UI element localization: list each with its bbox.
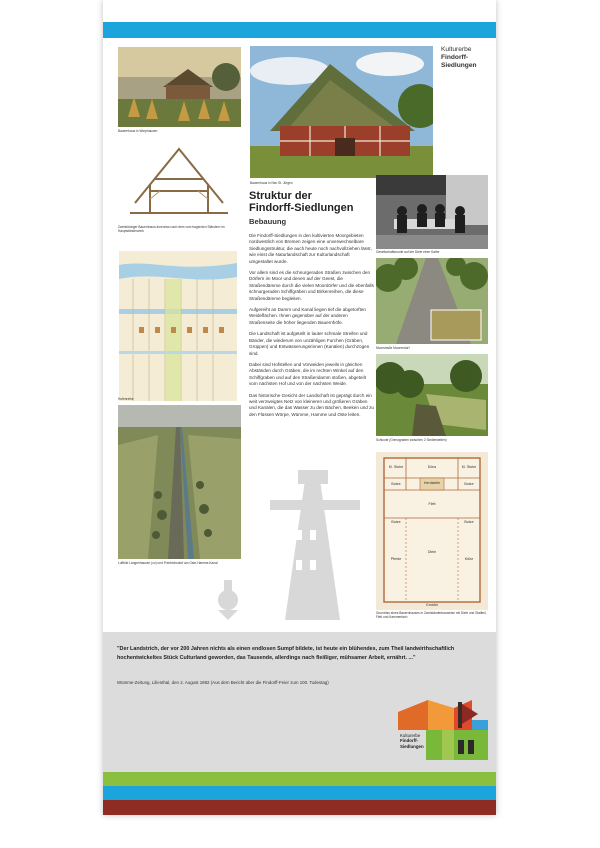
room-diele: Diele — [427, 550, 437, 554]
aerial-photo — [118, 405, 241, 559]
paragraph-2: Vor allem sind es die schnurgeraden Straßen zwischen den Dörfern im Moor und denen auf der Geest, die Straßendämme durch die vielen Moordörfer und die ebenfalls schnurgeraden Schiffgräben und Birkenreihen, die diese Straßendämme begleiten. — [249, 270, 374, 301]
timber-frame-drawing — [120, 143, 238, 223]
room-grotdoer: Grotdör — [425, 603, 439, 607]
paragraph-6: Das historische Gesicht der Landschaft ist geprägt durch ein weit verzweigtes Netz von kleineren und größeren Gräben und Kanälen, die das Wasser zu den Bächen, Beeken und zu den Flüssen Wörpe, Wümme, Hamme und Oste leiten. — [249, 392, 374, 417]
farmhouse-neu-st-juergen-photo — [250, 46, 433, 178]
bottom-red-band — [103, 800, 496, 815]
room-kuehe: Kühe — [464, 557, 474, 561]
footer-logo-line1: Kulturerbe — [400, 733, 421, 738]
footer-logo-text — [400, 733, 424, 749]
room-butze-4: Butze — [464, 520, 474, 524]
caption-6: Moorstraße Moorendorf — [376, 346, 410, 350]
bottom-green-band — [103, 772, 496, 786]
title-line-1: Struktur der — [249, 190, 312, 202]
top-color-band — [103, 22, 496, 38]
caption-9: Grundriss eines Bauernhauses in Zweiständerbauweise mit Diele und Stallteil, Flett und Kammerfach — [376, 611, 487, 619]
footer-logo-line3: Siedlungen — [400, 743, 424, 749]
room-flett: Flett — [428, 502, 436, 506]
farmhouse-worphausen-photo — [118, 47, 241, 127]
room-butze-3: Butze — [391, 520, 401, 524]
caption-4: Gesellschaftsrunde auf der Diele einer Kathe — [376, 250, 440, 254]
caption-5: Hufenreihe — [118, 397, 134, 401]
paragraph-1: Die Findorff-Siedlungen in den kultivierten Moorgebieten nordwestlich von Bremen zeigen eine unverwechselbare Siedlungsstruktur, die auch heute noch nachvollziehen lässt, wie einst die Naturlandschaft zur Kulturlandschaft umgestaltet wurde. — [249, 233, 372, 264]
title-line-2: Findorff-Siedlungen — [249, 202, 354, 214]
kulturerbe-logo-icon — [398, 700, 488, 760]
footer-quote-source: Wümme-Zeitung, Lilienthal, den 2. August 1892 (Aus dem Bericht über die Findorff-Feier zum 100. Todestag) — [117, 680, 329, 685]
caption-1: Bauernhaus in Worphausen — [118, 129, 158, 133]
schloote-photo — [376, 354, 488, 436]
page-title — [249, 190, 353, 214]
room-butze-2: Butze — [464, 482, 474, 486]
room-kl-stube-right: Kl. Stube — [461, 465, 477, 469]
caption-2: Bauernhaus in Neu St. Jürgen — [250, 181, 293, 185]
page-subtitle: Bebauung — [249, 217, 287, 226]
floorplan-lines — [376, 452, 488, 610]
footer-logo-line2: Findorff- — [400, 738, 419, 744]
body-text — [249, 233, 374, 423]
caption-7: Schloote (Grenzgraben zwischen 2 Siedlerstellen) — [376, 438, 447, 442]
header-logo-line2: Findorff- — [441, 54, 469, 61]
room-herdstelle: Herdstelle — [423, 481, 441, 485]
hufenreihe-map — [119, 251, 237, 401]
caption-3: Zweistöckiger Bauernhaus-Innenriss nach dem vom tragenden Ständern im Hauptständerwerk — [118, 225, 225, 233]
room-pferde: Pferde — [390, 557, 402, 561]
footer-quote: "Der Landstrich, der vor 200 Jahren nichts als einen endlosen Sumpf bildete, ist heute ein blühendes, zum Theil landwirthschaftlich hochentwickeltes Stück Culturland geworden, das Tausende, allerdings nach fleißiger, mühsamer Arbeit, ernährt. ..." — [117, 646, 455, 661]
room-doens: Döns — [427, 465, 437, 469]
paragraph-3: Aufgereiht an Damm und Kanal liegen tief die abgetorften Weideflächen. Ihnen gegenüber auf der anderen Straßenseite die höher liegenden Bauernhöfe. — [249, 307, 366, 325]
room-kl-stube-left: Kl. Stube — [388, 465, 404, 469]
diele-gathering-photo — [376, 175, 488, 249]
paragraph-5: Dabei sind Hofstellen und Vorweiden jeweils in gleichen Abständen durch Gräben, die im rechten Winkel auf den Schiffgraben und auf den Straßendamm stoßen, abgeteilt vom nächsten Hof und von der nächsten Weide. — [249, 361, 366, 387]
caption-8: Luftbild Langenhausen (vo) und Friedrichsdorf am Oste-Hamme-Kanal — [118, 561, 218, 565]
room-butze-1: Butze — [391, 482, 401, 486]
header-logo — [441, 46, 477, 70]
floorplan — [376, 452, 488, 610]
bottom-blue-band — [103, 786, 496, 800]
header-logo-line3: Siedlungen — [441, 62, 477, 69]
paragraph-4: Die Landschaft ist aufgeteilt in lauter schmale Streifen und Bänder, die wiederum von unzähligen Furchen (Gräben, Grüppen) und Entwässerungsrinnen (Kanälen) durchzogen sind. — [249, 331, 370, 356]
moorstrasse-photo — [376, 258, 488, 344]
header-logo-line1: Kulturerbe — [441, 46, 472, 53]
